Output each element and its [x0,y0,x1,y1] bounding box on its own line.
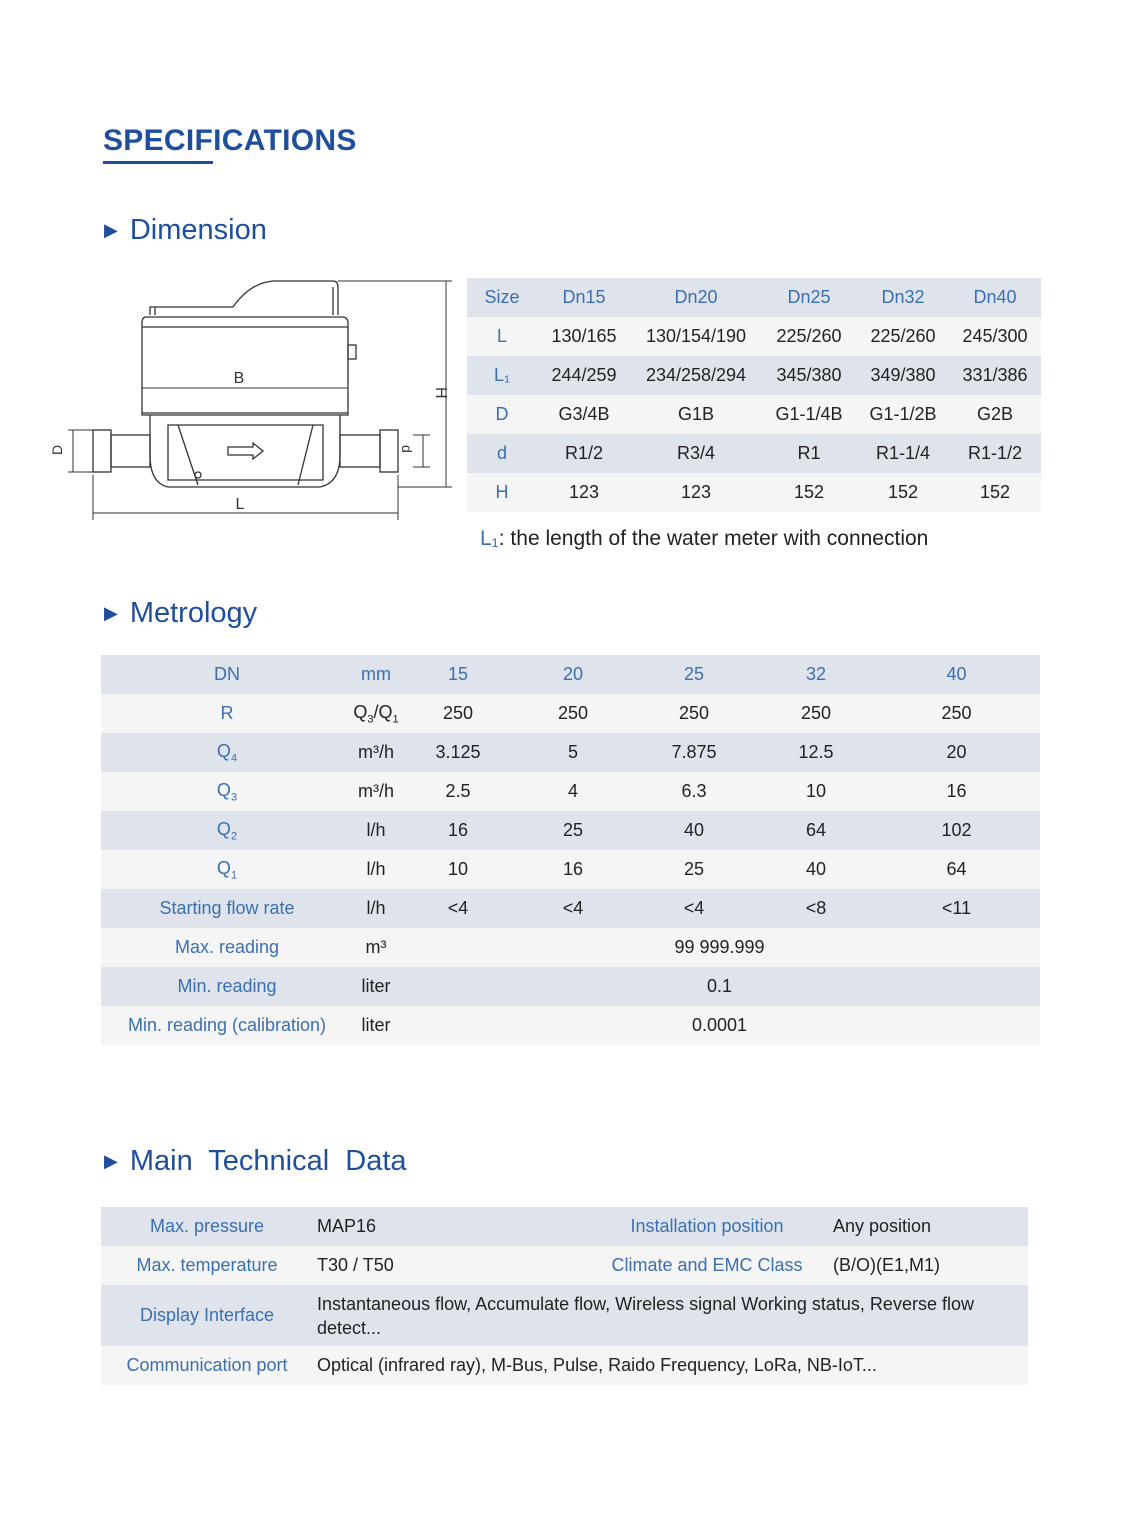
table-row [467,473,1041,512]
table-cell: 16 [562,859,584,879]
diagram-label-D: D [49,444,65,455]
table-cell: R1/2 [564,443,604,463]
table-row [101,1006,1040,1045]
diagram-label-d: d [399,445,415,453]
table-cell: 244/259 [551,365,617,385]
dimension-heading [104,214,267,247]
diagram-label-H: H [432,387,449,399]
tech-label: Climate and EMC Class [611,1255,803,1275]
table-row-label: $Q_1$ [216,857,238,882]
table-cell: 4 [567,781,578,801]
table-cell: 123 [568,482,600,502]
water-meter-diagram [49,275,458,525]
table-header-cell: Dn32 [881,287,925,307]
table-cell: <11 [941,898,972,918]
table-row [101,889,1040,928]
table-cell: G1-1/2B [869,404,937,424]
table-cell: 16 [447,820,469,840]
table-cell: 40 [805,859,827,879]
metrology-heading [104,597,257,630]
table-header-cell: Size [484,287,520,307]
table-header-cell: 15 [447,664,469,684]
tech-value: T30 / T50 [317,1255,394,1275]
table-cell: <4 [562,898,584,918]
tech-label: Communication port [126,1355,288,1375]
table-cell: 0.0001 [691,1015,748,1035]
table-cell: 130/165 [551,326,617,346]
page-title: SPECIFICATIONS [103,124,357,157]
table-cell: 225/260 [870,326,936,346]
table-header-cell: DN [214,664,240,684]
table-row-label: $Q_3$ [216,779,238,804]
table-cell: 152 [979,482,1011,502]
table-cell: 245/300 [962,326,1028,346]
dimension-table [467,278,1041,512]
table-cell: 250 [678,703,710,723]
table-cell: 0.1 [706,976,733,996]
tech-value: Any position [833,1216,932,1236]
table-row-label: R [220,703,234,723]
table-cell: 130/154/190 [645,326,747,346]
table-header-cell: 40 [946,664,967,684]
table-header-cell: 32 [805,664,827,684]
table-cell: R3/4 [676,443,716,463]
table-cell: 345/380 [776,365,842,385]
table-cell: 123 [680,482,712,502]
triangle-bullet-icon: ▶ [104,1151,118,1171]
table-row-label: D [495,404,509,424]
unit-cell: m³/h [358,781,394,801]
technical-heading [104,1145,407,1178]
metrology-table [101,655,1040,1045]
table-cell: G3/4B [558,404,610,424]
dimension-note [480,527,928,551]
tech-label: Installation position [630,1216,784,1236]
table-row-label: d [496,443,507,463]
table-row-label: Max. reading [174,937,280,957]
dimension-heading-text: Dimension [129,214,267,246]
unit-cell: liter [361,1015,391,1035]
table-cell: G1-1/4B [775,404,843,424]
table-cell: 12.5 [798,742,834,762]
table-row [101,811,1040,850]
tech-value: MAP16 [317,1216,377,1236]
note-symbol: L₁ [480,527,499,550]
table-cell: R1-1/2 [967,443,1023,463]
table-cell: 2.5 [445,781,471,801]
table-row-label: Min. reading [177,976,277,996]
table-row [101,1246,1028,1285]
table-row [101,850,1040,889]
unit-cell: l/h [366,859,386,879]
technical-heading-text: Main Technical Data [129,1145,407,1177]
table-row-label: L [496,326,507,346]
table-cell: 349/380 [870,365,936,385]
table-cell: 25 [683,859,705,879]
unit-cell: liter [361,976,391,996]
table-cell: 20 [946,742,967,762]
table-header-cell: Dn40 [973,287,1017,307]
table-cell: G2B [976,404,1014,424]
table-cell: 102 [941,820,972,840]
table-cell: 250 [557,703,589,723]
unit-cell: l/h [366,898,386,918]
unit-cell: m³/h [358,742,394,762]
table-cell: 16 [946,781,967,801]
technical-table [101,1207,1028,1385]
table-row-label: $Q_4$ [216,740,238,765]
table-cell: 152 [887,482,919,502]
table-cell: 152 [793,482,825,502]
table-cell: 6.3 [681,781,707,801]
triangle-bullet-icon: ▶ [104,220,118,240]
table-cell: 10 [447,859,469,879]
table-header-cell: 20 [562,664,584,684]
table-cell: <4 [447,898,469,918]
table-row [101,1285,1028,1346]
tech-label: Display Interface [139,1305,275,1325]
table-cell: R1-1/4 [875,443,931,463]
table-cell: <4 [683,898,705,918]
table-cell: 250 [442,703,474,723]
table-cell: G1B [677,404,715,424]
table-row [101,1346,1028,1385]
table-cell: 3.125 [435,742,481,762]
unit-cell: $Q_3/Q_1$ [353,701,399,726]
table-row [101,967,1040,1006]
triangle-bullet-icon: ▶ [104,603,118,623]
table-row [467,278,1041,317]
table-row [101,655,1040,694]
table-cell: 10 [805,781,827,801]
unit-cell: m³ [365,937,387,957]
tech-label: Max. temperature [136,1255,278,1275]
table-cell: 250 [800,703,832,723]
tech-label: Max. pressure [149,1216,265,1236]
table-row-label: $Q_2$ [216,818,238,843]
table-row-label: L₁ [493,365,511,385]
table-header-cell: Dn20 [674,287,718,307]
table-row [101,772,1040,811]
table-cell: 250 [941,703,972,723]
table-cell: 5 [567,742,578,762]
table-row [467,356,1041,395]
table-cell: 99 999.999 [674,937,765,957]
table-cell: R1 [797,443,821,463]
table-header-cell: Dn25 [787,287,831,307]
table-cell: 25 [562,820,584,840]
table-header-cell: 25 [683,664,705,684]
tech-value: (B/O)(E1,M1) [833,1255,941,1275]
table-row-label: Min. reading (calibration) [127,1015,327,1035]
table-row [467,317,1041,356]
table-cell: 234/258/294 [645,365,747,385]
table-cell: <8 [805,898,827,918]
table-row [101,928,1040,967]
table-row [101,1207,1028,1246]
table-cell: 64 [946,859,967,879]
metrology-heading-text: Metrology [129,597,258,629]
table-row [101,733,1040,772]
tech-value: Optical (infrared ray), M-Bus, Pulse, Raido Frequency, LoRa, NB-IoT... [317,1355,877,1375]
table-cell: 331/386 [962,365,1028,385]
unit-cell: l/h [366,820,386,840]
table-row [101,694,1040,733]
title-underline [103,161,213,164]
table-header-cell: Dn15 [562,287,606,307]
tech-value: Instantaneous flow, Accumulate flow, Wireless signal Working status, Reverse flow detect... [317,1293,974,1338]
table-row-label: Starting flow rate [159,898,295,918]
table-header-cell: mm [361,664,391,684]
diagram-label-L: L [235,496,245,513]
note-text: : the length of the water meter with connection [498,527,929,550]
table-cell: 7.875 [671,742,717,762]
table-row [467,434,1041,473]
table-cell: 225/260 [776,326,842,346]
table-row [467,395,1041,434]
table-row-label: H [495,482,509,502]
table-cell: 40 [683,820,705,840]
diagram-label-B: B [233,370,245,387]
table-cell: 64 [805,820,827,840]
